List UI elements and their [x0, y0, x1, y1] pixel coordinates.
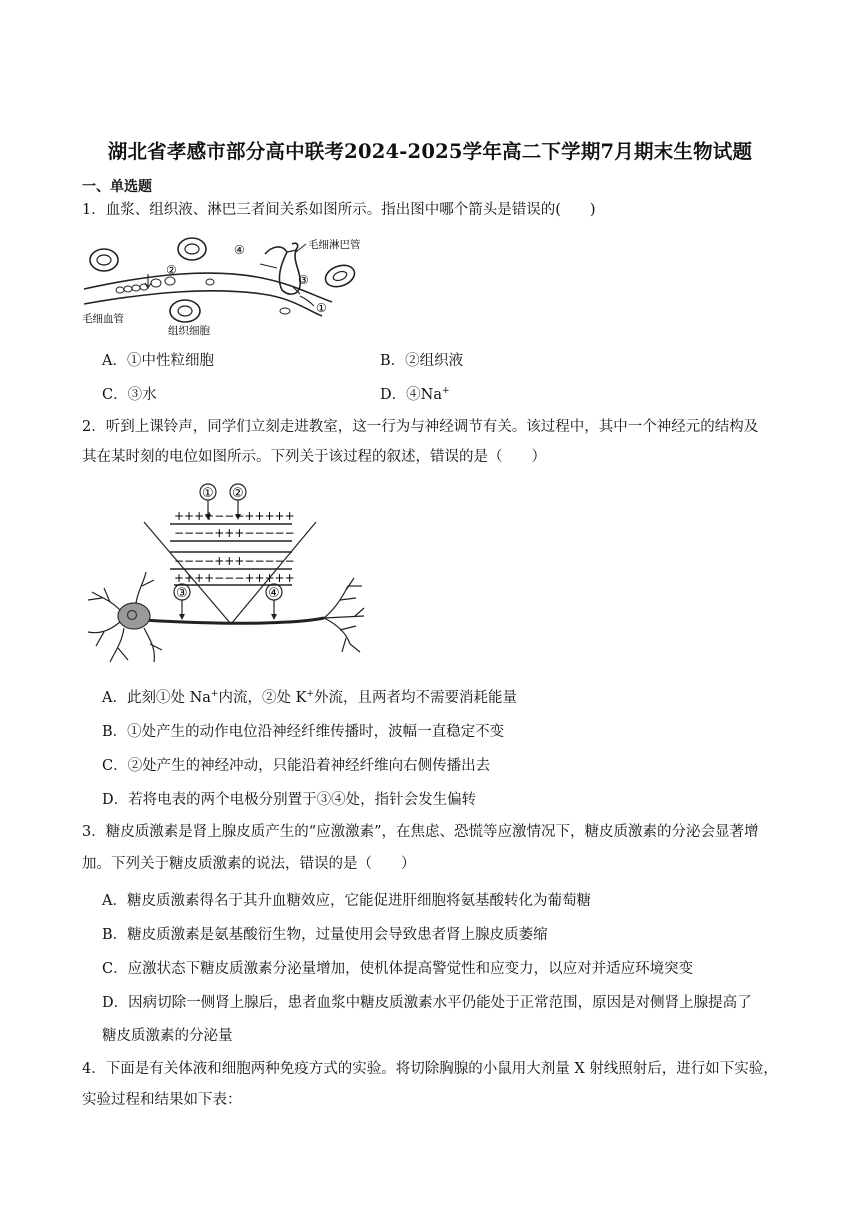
- label-blood-capillary: 毛细血管: [82, 313, 124, 325]
- q1-option-d-text: D．④Na: [380, 387, 442, 403]
- red-blood-cell-top-left: [90, 249, 118, 271]
- q1-option-b: B．②组织液: [380, 353, 464, 369]
- label-lymph-capillary: 毛细淋巴管: [308, 239, 361, 251]
- q2-neuron-figure: [84, 482, 374, 672]
- marker-2: ②: [166, 263, 177, 277]
- q2-stem-line1: 2．听到上课铃声，同学们立刻走进教室，这一行为与神经调节有关。该过程中，其中一个神经元的结构及: [82, 419, 759, 435]
- neuron-marker-1: ①: [202, 486, 214, 501]
- q1-figure: [82, 232, 372, 338]
- q3-option-c: C．应激状态下糖皮质激素分泌量增加，使机体提高警觉性和应变力，以应对并适应环境突变: [102, 961, 694, 977]
- membrane-row-1: ++++−−−+++++: [174, 509, 295, 523]
- q3-option-d-line1: D．因病切除一侧肾上腺后，患者血浆中糖皮质激素水平仍能处于正常范围，原因是对侧肾上腺提高了: [102, 995, 752, 1011]
- neuron-marker-3: ③: [176, 586, 188, 601]
- q3-stem-line2: 加。下列关于糖皮质激素的说法，错误的是（ ）: [82, 856, 416, 872]
- q2-option-d: D．若将电表的两个电极分别置于③④处，指针会发生偏转: [102, 792, 477, 808]
- q1-stem: 1．血浆、组织液、淋巴三者间关系如图所示。指出图中哪个箭头是错误的( ): [82, 202, 596, 218]
- red-blood-cell-top-center: [178, 238, 206, 260]
- membrane-row-4: ++++−−−+++++: [174, 571, 295, 585]
- q1-option-a: A．①中性粒细胞: [102, 353, 214, 369]
- q2-option-a: [102, 686, 517, 707]
- q4-stem-line1: 4．下面是有关体液和细胞两种免疫方式的实验。将切除胸腺的小鼠用大剂量 X 射线照射后，进行如下实验，: [82, 1061, 778, 1077]
- marker-1: ①: [316, 301, 327, 315]
- neuron-marker-2: ②: [232, 486, 244, 501]
- q2-option-a-part2: 内流，②处 K: [218, 690, 307, 706]
- marker-4: ④: [234, 243, 245, 257]
- q3-stem-line1: 3．糖皮质激素是肾上腺皮质产生的“应激激素”，在焦虑、恐慌等应激情况下，糖皮质激素的分泌会显著增: [82, 824, 759, 840]
- q2-option-a-sup2: +: [306, 689, 314, 700]
- q4-stem-line2: 实验过程和结果如下表：: [82, 1092, 242, 1108]
- cell-right: [322, 261, 357, 290]
- label-tissue-cell: 组织细胞: [168, 325, 210, 337]
- marker-3: ③: [298, 273, 309, 287]
- q1-option-c: C．③水: [102, 387, 157, 403]
- neuron-marker-4: ④: [268, 586, 280, 601]
- q2-option-b: B．①处产生的动作电位沿神经纤维传播时，波幅一直稳定不变: [102, 724, 505, 740]
- cell-body: [118, 603, 150, 629]
- membrane-row-2: −−−−+++−−−−−: [174, 526, 295, 540]
- page-title: 湖北省孝感市部分高中联考2024-2025学年高二下学期7月期末生物试题: [107, 140, 753, 163]
- section-heading: 一、单选题: [82, 179, 152, 195]
- q3-option-a: A．糖皮质激素得名于其升血糖效应，它能促进肝细胞将氨基酸转化为葡萄糖: [102, 893, 591, 909]
- q2-option-a-part3: 外流，且两者均不需要消耗能量: [313, 690, 517, 706]
- q3-option-b: B．糖皮质激素是氨基酸衍生物，过量使用会导致患者肾上腺皮质萎缩: [102, 927, 548, 943]
- tissue-cell: [170, 300, 200, 322]
- axon-terminals: [324, 578, 364, 652]
- membrane-row-3: −−−−+++−−−−−: [174, 554, 295, 568]
- q1-option-d: [380, 383, 450, 404]
- q2-option-c: C．②处产生的神经冲动，只能沿着神经纤维向右侧传播出去: [102, 758, 491, 774]
- q2-stem-line2: 其在某时刻的电位如图所示。下列关于该过程的叙述，错误的是（ ）: [82, 449, 546, 465]
- q3-option-d-line2: 糖皮质激素的分泌量: [102, 1028, 233, 1044]
- q2-option-a-sup1: +: [210, 689, 219, 700]
- q2-option-a-part1: A．此刻①处 Na: [102, 690, 211, 706]
- q1-option-d-sup: +: [441, 386, 450, 397]
